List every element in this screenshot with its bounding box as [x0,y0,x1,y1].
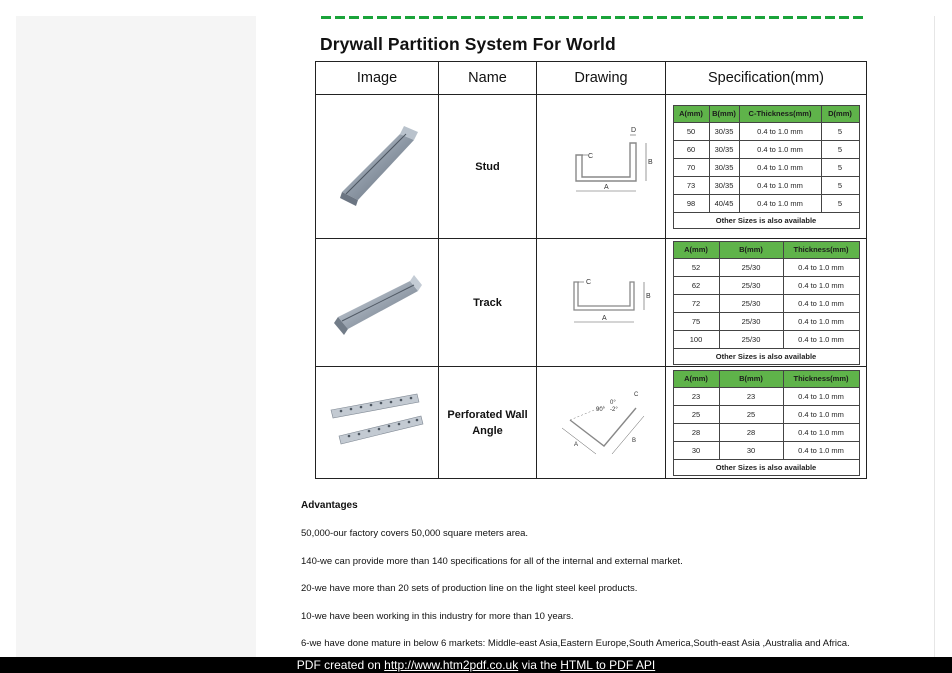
track-section-drawing [546,260,656,340]
table-row [316,367,867,479]
spec-cell: 30/35 [709,158,739,176]
spec-header: Thickness(mm) [783,370,859,387]
track-image-cell [316,239,439,367]
spec-header: C-Thickness(mm) [739,105,821,122]
spec-header: B(mm) [709,105,739,122]
advantage-item: 50,000-our factory covers 50,000 square meters area. [301,528,529,539]
spec-cell: 50 [673,122,709,140]
advantages-section [301,500,901,666]
angle-spec-cell [666,367,867,479]
spec-row [673,294,859,312]
stud-drawing-cell [537,95,666,239]
spec-row [673,312,859,330]
footer-prefix: PDF created on [296,658,385,672]
spec-cell: 73 [673,176,709,194]
spec-cell: 5 [821,176,859,194]
advantage-item: 10-we have been working in this industry for more than 10 years. [301,610,574,622]
spec-cell: 0.4 to 1.0 mm [739,176,821,194]
angle-drawing-cell [537,367,666,479]
advantage-item: 140-we can provide more than 140 specifications for all of the internal and external market. [301,555,683,567]
spec-row [673,405,859,423]
spec-cell: 0.4 to 1.0 mm [739,158,821,176]
track-dim-b: B [646,293,651,300]
angle-dim-a: A [574,442,579,448]
spec-row [673,423,859,441]
spec-cell: 0.4 to 1.0 mm [783,258,859,276]
spec-cell: 25/30 [719,330,783,348]
spec-row [673,140,859,158]
track-spec-cell [666,239,867,367]
spec-cell: 60 [673,140,709,158]
angle-label-minus2deg: -2° [610,407,618,413]
spec-cell: 0.4 to 1.0 mm [783,441,859,459]
track-spec-table [673,241,860,365]
spec-row [673,330,859,348]
header-drawing: Drawing [537,62,666,95]
spec-cell: 0.4 to 1.0 mm [739,122,821,140]
pdf-footer-bar [0,657,952,673]
green-dashed-divider [321,16,863,19]
product-table [315,61,867,479]
spec-row [673,276,859,294]
track-profile-photo [322,255,432,345]
spec-cell: 52 [673,258,719,276]
spec-cell: 75 [673,312,719,330]
product-name-perforated-wall-angle: Perforated Wall Angle [439,367,537,479]
spec-note: Other Sizes is also available [673,348,859,364]
spec-cell: 25/30 [719,294,783,312]
stud-dim-c: C [588,153,594,160]
spec-cell: 0.4 to 1.0 mm [783,423,859,441]
spec-cell: 28 [673,423,719,441]
product-name-stud: Stud [439,95,537,239]
header-name: Name [439,62,537,95]
header-specification: Specification(mm) [666,62,867,95]
spec-header: A(mm) [673,105,709,122]
spec-cell: 72 [673,294,719,312]
spec-note: Other Sizes is also available [673,212,859,228]
spec-row [673,158,859,176]
spec-cell: 30/35 [709,122,739,140]
spec-cell: 30 [719,441,783,459]
spec-cell: 30 [673,441,719,459]
spec-header: A(mm) [673,241,719,258]
spec-cell: 0.4 to 1.0 mm [783,387,859,405]
stud-dim-b: B [648,159,653,166]
stud-image-cell [316,95,439,239]
spec-cell: 100 [673,330,719,348]
stud-spec-cell [666,95,867,239]
spec-cell: 0.4 to 1.0 mm [783,294,859,312]
spec-cell: 0.4 to 1.0 mm [783,276,859,294]
spec-cell: 0.4 to 1.0 mm [783,330,859,348]
angle-image-cell [316,367,439,479]
angle-dim-c: C [634,392,639,398]
spec-row [673,122,859,140]
spec-cell: 5 [821,158,859,176]
spec-cell: 25/30 [719,312,783,330]
angle-section-drawing [546,380,656,460]
angle-label-0deg: 0° [610,400,616,406]
advantage-item: 20-we have more than 20 sets of production line on the light steel keel products. [301,583,638,595]
track-drawing-cell [537,239,666,367]
spec-cell: 28 [719,423,783,441]
track-dim-a: A [602,315,607,322]
spec-cell: 30/35 [709,176,739,194]
product-name-track: Track [439,239,537,367]
stud-spec-table [673,105,860,229]
spec-cell: 70 [673,158,709,176]
spec-header: A(mm) [673,370,719,387]
left-sidebar-panel [16,16,256,657]
stud-section-drawing [546,119,656,209]
spec-row [673,258,859,276]
spec-cell: 30/35 [709,140,739,158]
spec-cell: 0.4 to 1.0 mm [739,140,821,158]
spec-cell: 5 [821,194,859,212]
spec-header: B(mm) [719,241,783,258]
footer-link-html-to-pdf-api[interactable]: HTML to PDF API [560,658,656,672]
stud-dim-d: D [631,127,637,134]
advantages-heading: Advantages [301,500,358,511]
spec-cell: 25/30 [719,276,783,294]
spec-cell: 0.4 to 1.0 mm [783,312,859,330]
spec-cell: 23 [673,387,719,405]
stud-profile-photo [322,114,432,214]
spec-cell: 98 [673,194,709,212]
spec-cell: 25/30 [719,258,783,276]
spec-cell: 23 [719,387,783,405]
spec-cell: 25 [673,405,719,423]
product-table-header-row [316,62,867,95]
stud-dim-a: A [604,184,609,191]
spec-cell: 5 [821,140,859,158]
footer-middle: via the [518,658,561,672]
spec-header: D(mm) [821,105,859,122]
angle-dim-b: B [632,438,637,444]
angle-label-90deg: 90° [596,407,606,413]
spec-header: B(mm) [719,370,783,387]
page-edge-divider [934,16,935,657]
spec-cell: 40/45 [709,194,739,212]
spec-cell: 0.4 to 1.0 mm [739,194,821,212]
spec-cell: 5 [821,122,859,140]
spec-row [673,441,859,459]
table-row [316,95,867,239]
table-row [316,239,867,367]
angle-spec-table [673,370,860,476]
advantage-item: 6-we have done mature in below 6 markets: Middle-east Asia,Eastern Europe,South America,South-east Asia ,Australia and Africa. [301,638,850,650]
page-title: Drywall Partition System For World [320,34,616,54]
perforated-angle-photo [321,380,433,460]
spec-cell: 0.4 to 1.0 mm [783,405,859,423]
spec-row [673,176,859,194]
spec-cell: 25 [719,405,783,423]
header-image: Image [316,62,439,95]
spec-header: Thickness(mm) [783,241,859,258]
spec-row [673,194,859,212]
spec-note: Other Sizes is also available [673,459,859,475]
footer-link-htm2pdf[interactable]: http://www.htm2pdf.co.uk [384,658,519,672]
spec-row [673,387,859,405]
track-dim-c: C [586,279,592,286]
spec-cell: 62 [673,276,719,294]
